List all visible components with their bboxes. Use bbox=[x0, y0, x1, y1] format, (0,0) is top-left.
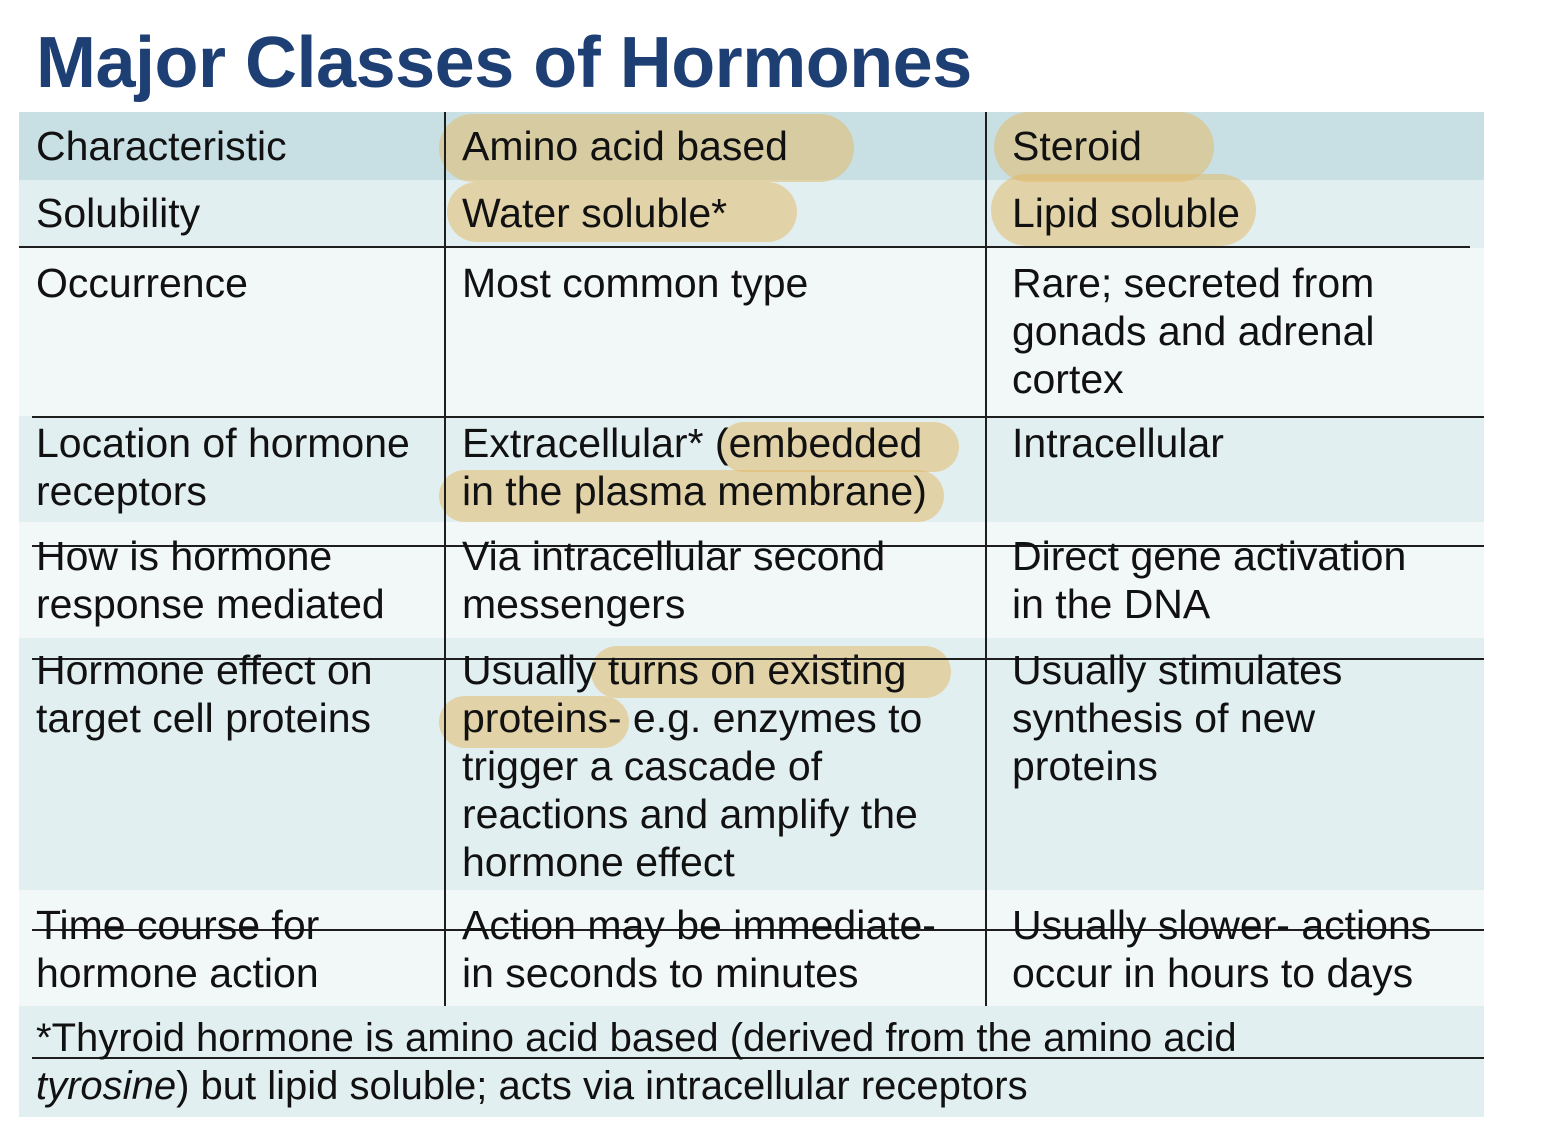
header-steroid: Steroid bbox=[1012, 123, 1142, 169]
row-mediation-label bbox=[36, 532, 385, 628]
row-occurrence-steroid bbox=[1012, 259, 1374, 403]
row-solubility-steroid: Lipid soluble bbox=[1012, 190, 1240, 236]
hormone-classes-table bbox=[19, 112, 1484, 1117]
text-line: synthesis of new bbox=[1012, 695, 1316, 741]
row-time-label bbox=[36, 901, 319, 997]
footnote-line-2-rest: ) but lipid soluble; acts via intracellular receptors bbox=[176, 1064, 1028, 1108]
text-line: trigger a cascade of bbox=[462, 743, 823, 789]
header-amino-acid-based: Amino acid based bbox=[462, 123, 788, 169]
text-line: Hormone effect on bbox=[36, 647, 373, 693]
row-mediation-steroid bbox=[1012, 532, 1406, 628]
text-line: cortex bbox=[1012, 356, 1124, 402]
row-effect-label bbox=[36, 646, 373, 742]
footnote-line-1: *Thyroid hormone is amino acid based (derived from the amino acid bbox=[36, 1016, 1237, 1060]
text-line: target cell proteins bbox=[36, 695, 372, 741]
text-line: proteins- e.g. enzymes to bbox=[462, 695, 923, 741]
text-line: Action may be immediate- bbox=[462, 902, 936, 948]
row-effect-steroid bbox=[1012, 646, 1342, 790]
text-line: in seconds to minutes bbox=[462, 950, 859, 996]
row-occurrence-label: Occurrence bbox=[36, 260, 248, 306]
text-line: Usually slower- actions bbox=[1012, 902, 1432, 948]
row-divider-1 bbox=[19, 246, 1470, 248]
text-line: How is hormone bbox=[36, 533, 333, 579]
text-line: Usually turns on existing bbox=[462, 647, 907, 693]
page-title: Major Classes of Hormones bbox=[36, 23, 972, 103]
text-line: Time course for bbox=[36, 902, 320, 948]
text-line: proteins bbox=[1012, 743, 1158, 789]
text-line: Rare; secreted from bbox=[1012, 260, 1375, 306]
text-line: response mediated bbox=[36, 581, 385, 627]
row-location-steroid: Intracellular bbox=[1012, 420, 1224, 466]
text-line: hormone effect bbox=[462, 839, 735, 885]
text-line: receptors bbox=[36, 468, 207, 514]
row-solubility-label: Solubility bbox=[36, 190, 201, 236]
footnote-line-2 bbox=[36, 1062, 1237, 1110]
row-location-amino bbox=[462, 419, 927, 515]
text-line: Extracellular* (embedded bbox=[462, 420, 923, 466]
row-divider-2 bbox=[32, 416, 1484, 418]
text-line: Via intracellular second bbox=[462, 533, 886, 579]
text-line: reactions and amplify the bbox=[462, 791, 918, 837]
row-occurrence-amino: Most common type bbox=[462, 260, 809, 306]
row-mediation-amino bbox=[462, 532, 885, 628]
row-time-amino bbox=[462, 901, 936, 997]
text-line: messengers bbox=[462, 581, 686, 627]
row-time-steroid bbox=[1012, 901, 1431, 997]
row-location-label bbox=[36, 419, 410, 515]
row-effect-amino bbox=[462, 646, 922, 886]
header-characteristic: Characteristic bbox=[36, 123, 287, 169]
text-line: hormone action bbox=[36, 950, 319, 996]
text-line: in the plasma membrane) bbox=[462, 468, 927, 514]
footnote bbox=[36, 1014, 1237, 1110]
text-line: in the DNA bbox=[1012, 581, 1211, 627]
text-line: Direct gene activation bbox=[1012, 533, 1407, 579]
text-line: Location of hormone bbox=[36, 420, 410, 466]
footnote-italic-term: tyrosine bbox=[36, 1064, 177, 1108]
text-line: gonads and adrenal bbox=[1012, 308, 1375, 354]
text-line: occur in hours to days bbox=[1012, 950, 1414, 996]
text-line: Usually stimulates bbox=[1012, 647, 1343, 693]
row-solubility-amino: Water soluble* bbox=[462, 190, 728, 236]
